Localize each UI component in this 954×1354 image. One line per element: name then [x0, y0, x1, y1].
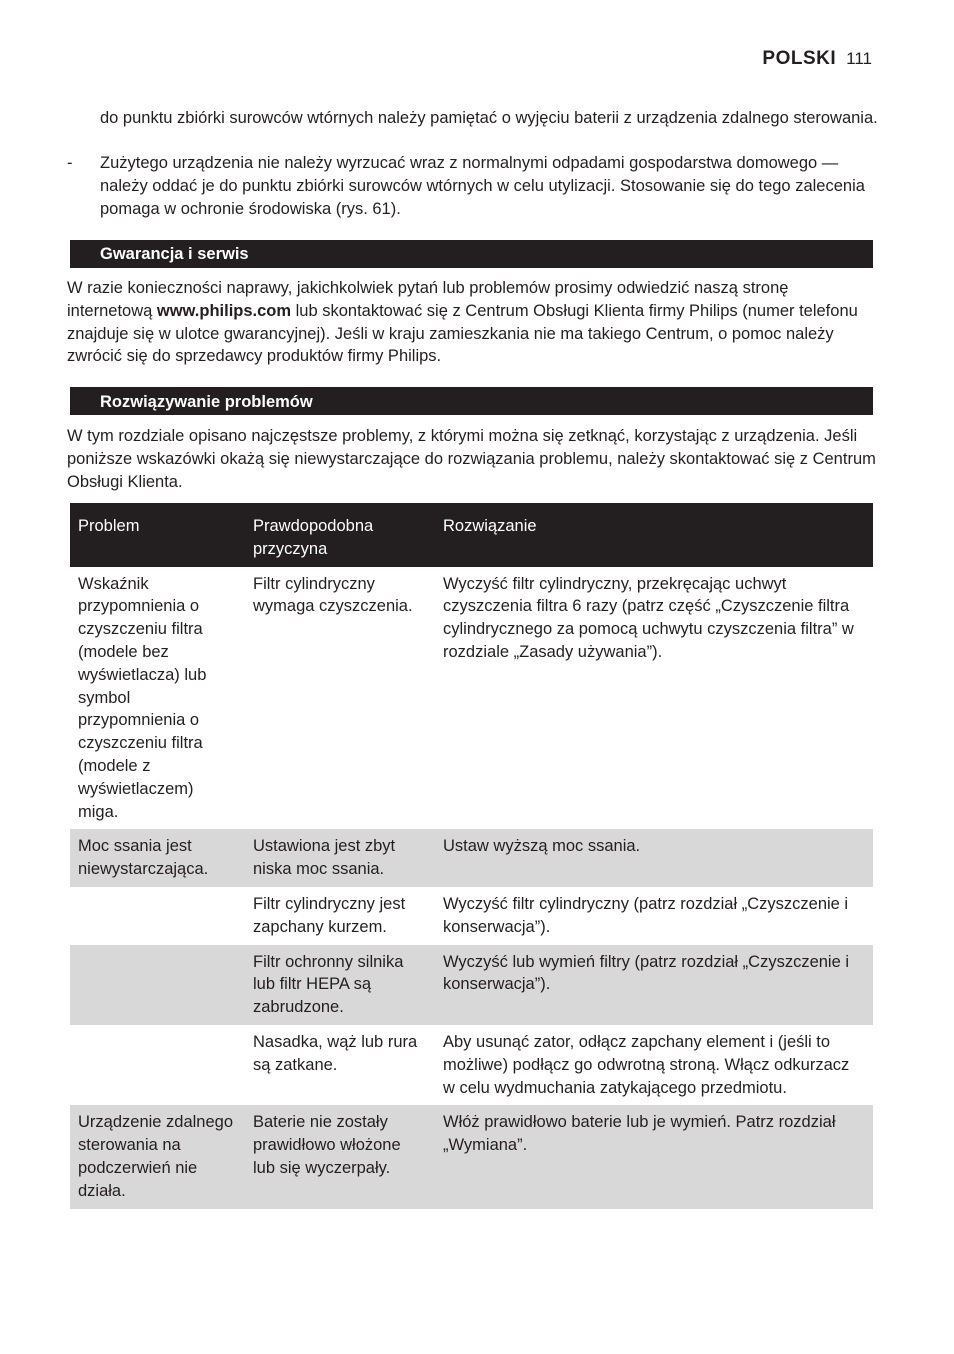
- cause-cell: Filtr cylindryczny jest zapchany kurzem.: [253, 894, 406, 936]
- column-header-solution: Rozwiązanie: [435, 503, 873, 567]
- solution-cell: Wyczyść lub wymień filtry (patrz rozdział „Czyszczenie i konserwacja”).: [435, 945, 873, 1025]
- problem-cell: Moc ssania jest niewystarczająca.: [70, 829, 245, 887]
- guarantee-paragraph: [67, 277, 877, 368]
- section-heading-guarantee: Gwarancja i serwis: [70, 240, 873, 268]
- troubleshooting-table: [70, 503, 873, 1209]
- cause-cell: Filtr ochronny silnika lub filtr HEPA są zabrudzone.: [245, 945, 435, 1025]
- intro-paragraph: do punktu zbiórki surowców wtórnych należy pamiętać o wyjęciu baterii z urządzenia zdalnego sterowania.: [100, 109, 878, 127]
- problem-cell: [70, 887, 245, 945]
- section-heading-troubleshooting: Rozwiązywanie problemów: [70, 387, 873, 415]
- solution-cell: Wyczyść filtr cylindryczny (patrz rozdział „Czyszczenie i konserwacja”).: [443, 894, 849, 936]
- problem-cell: Wskaźnik przypomnienia o czyszczeniu filtra (modele bez wyświetlacza) lub symbol przypomnienia o czyszczeniu filtra (modele z wyświetlaczem) miga.: [78, 574, 207, 821]
- solution-cell: Włóż prawidłowo baterie lub je wymień. Patrz rozdział „Wymiana”.: [435, 1105, 873, 1208]
- troubleshooting-paragraph: W tym rozdziale opisano najczęstsze problemy, z którymi można się zetknąć, korzystając z urządzenia. Jeśli poniższe wskazówki okażą się niewystarczające do rozwiązania problemu, należy skontaktować się z Centrum Obsługi Klienta.: [67, 427, 876, 491]
- guarantee-text-before: W razie konieczności naprawy, jakichkolwiek pytań lub problemów prosimy odwiedzić naszą stronę internetową: [67, 279, 789, 320]
- guarantee-text-after: lub skontaktować się z Centrum Obsługi Klienta firmy Philips (numer telefonu znajduje się w ulotce gwarancyjnej). Jeśli w kraju zamieszkania nie ma takiego Centrum, o pomoc należy zwrócić się do sprzedawcy produktów firmy Philips.: [67, 301, 858, 366]
- language-label: POLSKI: [762, 48, 837, 69]
- table-row: [70, 1105, 873, 1208]
- problem-cell: [70, 1025, 245, 1105]
- table-row: [70, 887, 873, 945]
- bullet-marker: -: [67, 154, 73, 172]
- page-header: [762, 48, 872, 70]
- table-row: [70, 1025, 873, 1105]
- solution-cell: Ustaw wyższą moc ssania.: [435, 829, 873, 887]
- bullet-text: Zużytego urządzenia nie należy wyrzucać wraz z normalnymi odpadami gospodarstwa domowego — należy oddać je do punktu zbiórki surowców wtórnych w celu utylizacji. Stosowanie się do tego zalecenia pomaga w ochronie środowiska (rys. 61).: [100, 154, 865, 218]
- cause-cell: Nasadka, wąż lub rura są zatkane.: [253, 1032, 418, 1074]
- cause-cell: Filtr cylindryczny wymaga czyszczenia.: [253, 574, 413, 616]
- problem-cell: [70, 945, 245, 1025]
- cause-cell: Ustawiona jest zbyt niska moc ssania.: [245, 829, 435, 887]
- solution-cell: Wyczyść filtr cylindryczny, przekręcając uchwyt czyszczenia filtra 6 razy (patrz część „Czyszczenie filtra cylindrycznego za pomocą uchwytu czyszczenia filtra” w rozdziale „Zasady używania”).: [443, 574, 854, 661]
- table-row: [70, 567, 873, 830]
- cause-cell: Baterie nie zostały prawidłowo włożone lub się wyczerpały.: [245, 1105, 435, 1208]
- solution-cell: Aby usunąć zator, odłącz zapchany element i (jeśli to możliwe) podłącz go odwrotną stroną. Włącz odkurzacz w celu wydmuchania zatykającego przedmiotu.: [443, 1032, 850, 1097]
- column-header-problem: Problem: [70, 503, 245, 567]
- problem-cell: Urządzenie zdalnego sterowania na podczerwień nie działa.: [70, 1105, 245, 1208]
- philips-website-link[interactable]: www.philips.com: [156, 301, 292, 320]
- table-header-row: [70, 503, 873, 567]
- table-row: [70, 829, 873, 887]
- table-row: [70, 945, 873, 1025]
- column-header-cause: Prawdopodobna przyczyna: [245, 503, 435, 567]
- page-number: 111: [846, 49, 872, 68]
